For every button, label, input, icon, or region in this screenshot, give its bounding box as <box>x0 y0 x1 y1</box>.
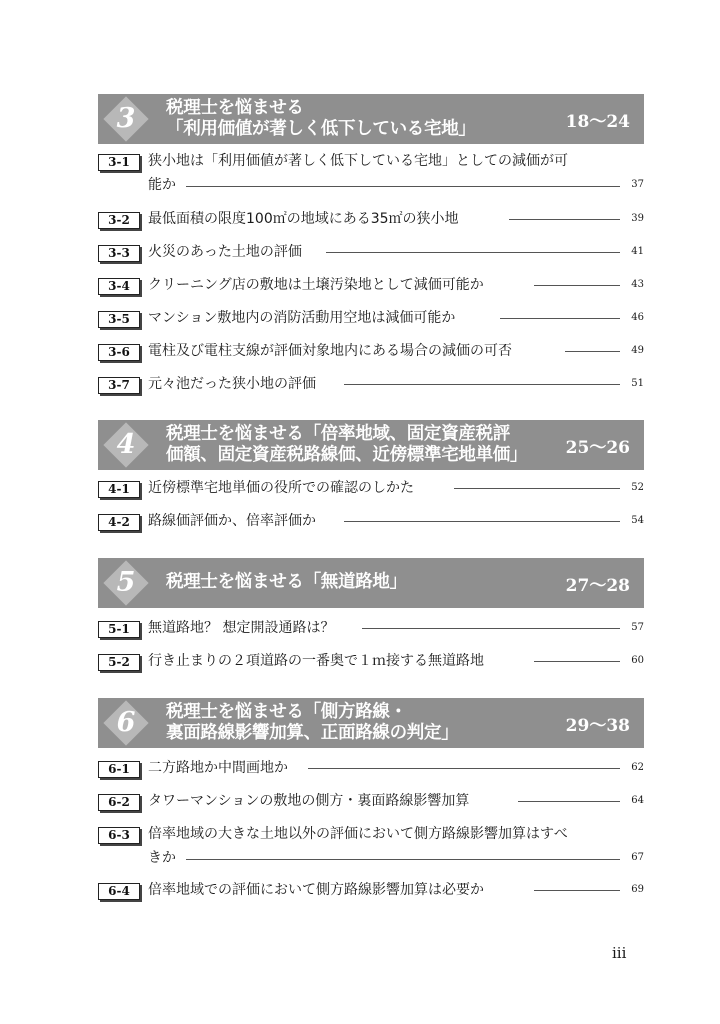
toc-entry-6-4[interactable] <box>98 883 644 923</box>
dotted-leader <box>344 384 620 385</box>
entry-title: 路線価評価か、倍率評価か <box>148 513 316 529</box>
page-number: 64 <box>631 795 644 806</box>
page-number: 37 <box>631 179 644 190</box>
section-number-badge: 6-1 <box>98 761 140 778</box>
section-number-badge: 6-4 <box>98 883 140 900</box>
chapter-number-diamond: 6 <box>104 701 148 745</box>
toc-entry-4-2[interactable] <box>98 514 644 554</box>
chapter-pages: 27〜28 <box>565 576 630 596</box>
entry-title: 最低面積の限度100㎡の地域にある35㎡の狭小地 <box>148 211 459 227</box>
dotted-leader <box>509 219 620 220</box>
dotted-leader <box>534 661 620 662</box>
page-folio: iii <box>612 944 627 962</box>
toc-entry-5-2[interactable] <box>98 654 644 694</box>
chapter-number-diamond: 5 <box>104 561 148 605</box>
entry-title: 火災のあった土地の評価 <box>148 244 302 260</box>
dotted-leader <box>186 186 620 187</box>
dotted-leader <box>344 521 620 522</box>
chapter-header-6 <box>98 698 644 748</box>
section-number-badge: 6-3 <box>98 827 140 844</box>
entry-title: 近傍標準宅地単価の役所での確認のしかた <box>148 480 414 496</box>
chapter-header-3 <box>98 94 644 144</box>
page-number: 69 <box>631 884 644 895</box>
chapter-number-diamond: 3 <box>104 97 148 141</box>
entry-title: 倍率地域の大きな土地以外の評価において側方路線影響加算はすべ <box>148 826 568 842</box>
chapter-title: 税理士を悩ませる「倍率地域、固定資産税評 価額、固定資産税路線価、近傍標準宅地単価」 <box>166 424 528 465</box>
dotted-leader <box>565 351 620 352</box>
section-number-badge: 3-6 <box>98 344 140 361</box>
section-number-badge: 4-1 <box>98 481 140 498</box>
entry-title-continuation: きか <box>148 850 176 866</box>
section-number-badge: 5-1 <box>98 621 140 638</box>
entry-title: 行き止まりの２項道路の一番奥で１ｍ接する無道路地 <box>148 653 484 669</box>
section-number-badge: 3-5 <box>98 311 140 328</box>
dotted-leader <box>500 318 620 319</box>
page-number: 57 <box>631 622 644 633</box>
chapter-title: 税理士を悩ませる「無道路地」 <box>166 572 407 592</box>
section-number-badge: 6-2 <box>98 794 140 811</box>
page-number: 41 <box>631 246 644 257</box>
chapter-number-diamond: 4 <box>104 423 148 467</box>
section-number-badge: 3-7 <box>98 377 140 394</box>
chapter-pages: 25〜26 <box>565 438 630 458</box>
entry-title: 倍率地域での評価において側方路線影響加算は必要か <box>148 882 484 898</box>
dotted-leader <box>534 285 620 286</box>
entry-title: 二方路地か中間画地か <box>148 760 288 776</box>
dotted-leader <box>326 252 620 253</box>
chapter-title: 税理士を悩ませる 「利用価値が著しく低下している宅地」 <box>166 98 476 139</box>
entry-title: 電柱及び電柱支線が評価対象地内にある場合の減価の可否 <box>148 343 512 359</box>
page-number: 60 <box>631 655 644 666</box>
entry-title: 狭小地は「利用価値が著しく低下している宅地」としての減価が可 <box>148 153 568 169</box>
page-number: 52 <box>631 482 644 493</box>
page-number: 54 <box>631 515 644 526</box>
chapter-header-4 <box>98 420 644 470</box>
section-number-badge: 5-2 <box>98 654 140 671</box>
entry-title: 元々池だった狭小地の評価 <box>148 376 316 392</box>
section-number-badge: 3-3 <box>98 245 140 262</box>
section-number-badge: 3-2 <box>98 212 140 229</box>
dotted-leader <box>534 890 620 891</box>
entry-title: クリーニング店の敷地は土壌汚染地として減価可能か <box>148 277 484 293</box>
section-number-badge: 4-2 <box>98 514 140 531</box>
entry-title: 無道路地？ 想定開設通路は？ <box>148 620 335 636</box>
chapter-pages: 29〜38 <box>565 716 630 736</box>
page-number: 51 <box>631 378 644 389</box>
toc-entry-3-1[interactable] <box>98 154 644 194</box>
page-number: 67 <box>631 852 644 863</box>
page-number: 39 <box>631 213 644 224</box>
chapter-title: 税理士を悩ませる「側方路線・ 裏面路線影響加算、正面路線の判定」 <box>166 702 459 743</box>
chapter-header-5 <box>98 558 644 608</box>
entry-title: マンション敷地内の消防活動用空地は減価可能か <box>148 310 456 326</box>
dotted-leader <box>308 768 620 769</box>
toc-entry-6-3[interactable] <box>98 827 644 867</box>
dotted-leader <box>186 859 620 860</box>
entry-title: タワーマンションの敷地の側方・裏面路線影響加算 <box>148 793 470 809</box>
section-number-badge: 3-4 <box>98 278 140 295</box>
dotted-leader <box>518 801 620 802</box>
page-number: 43 <box>631 279 644 290</box>
page-number: 62 <box>631 762 644 773</box>
chapter-pages: 18〜24 <box>565 112 630 132</box>
toc-entry-3-7[interactable] <box>98 377 644 417</box>
page-number: 49 <box>631 345 644 356</box>
entry-title-continuation: 能か <box>148 177 176 193</box>
page-number: 46 <box>631 312 644 323</box>
dotted-leader <box>362 628 620 629</box>
section-number-badge: 3-1 <box>98 154 140 171</box>
dotted-leader <box>454 488 620 489</box>
